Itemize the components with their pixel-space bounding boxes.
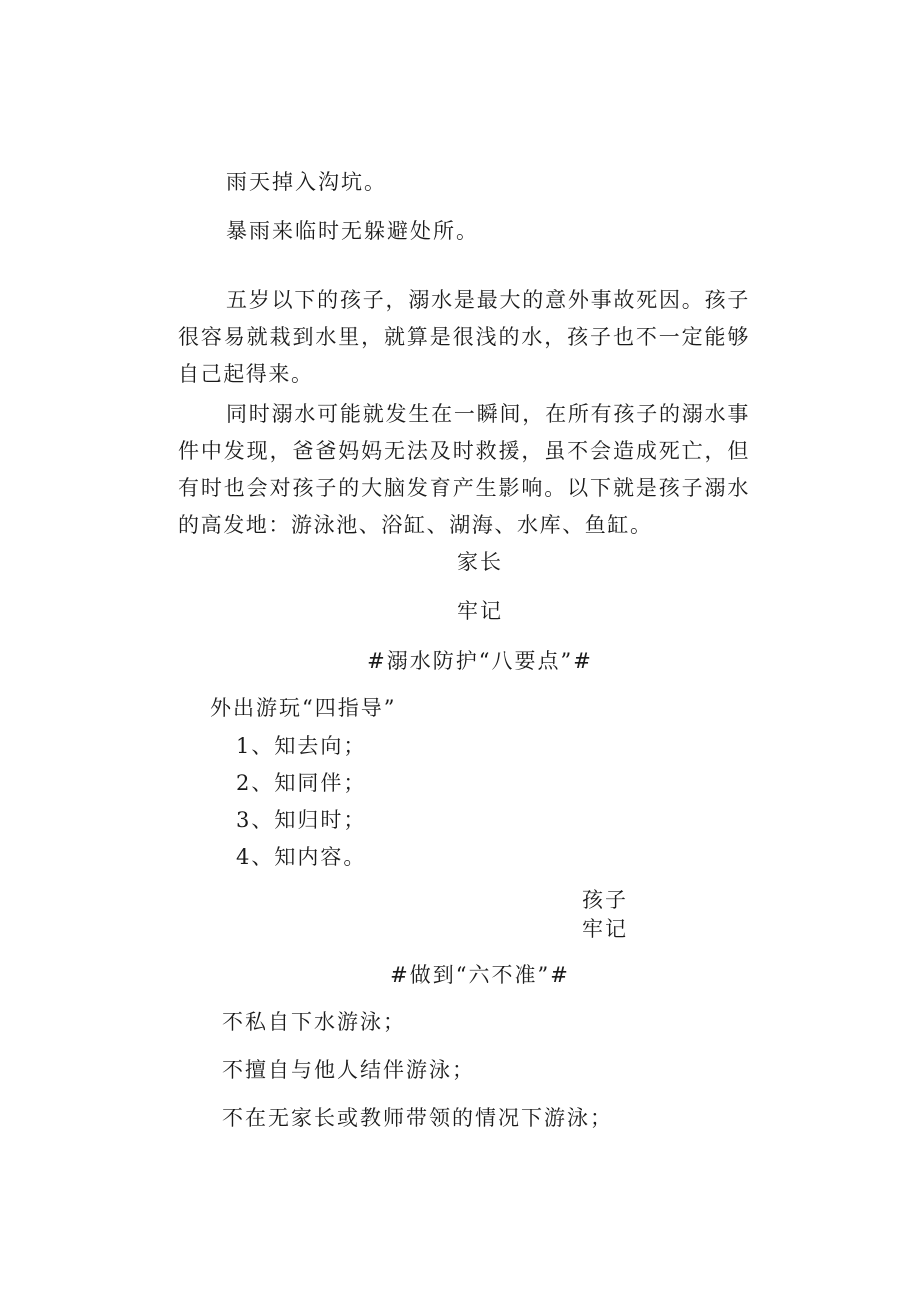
children-label-line2: 牢记 bbox=[582, 917, 628, 941]
children-heading: #做到“六不准”# bbox=[390, 963, 570, 987]
parents-item: 2、知同伴； bbox=[236, 771, 367, 795]
parents-item: 4、知内容。 bbox=[236, 845, 367, 869]
parents-label-line2: 牢记 bbox=[457, 599, 503, 623]
parents-item: 3、知归时； bbox=[236, 808, 367, 832]
children-rule: 不擅自与他人结伴游泳； bbox=[222, 1058, 475, 1082]
children-rule: 不私自下水游泳； bbox=[222, 1010, 406, 1034]
children-label-line1: 孩子 bbox=[582, 888, 628, 912]
children-rule: 不在无家长或教师带领的情况下游泳； bbox=[222, 1106, 613, 1130]
parents-item: 1、知去向； bbox=[236, 734, 367, 758]
paragraph-drowning-locations: 同时溺水可能就发生在一瞬间，在所有孩子的溺水事件中发现，爸爸妈妈无法及时救援，虽不会造成死亡，但有时也会对孩子的大脑发育产生影响。以下就是孩子溺水的高发地：游泳池、浴缸、湖海、水库、鱼缸。 bbox=[178, 402, 750, 537]
fragment-storm-shelter: 暴雨来临时无躲避处所。 bbox=[226, 219, 479, 243]
parents-heading: #溺水防护“八要点”# bbox=[367, 649, 593, 673]
parents-label-line1: 家长 bbox=[457, 550, 503, 574]
paragraph-drowning-cause: 五岁以下的孩子，溺水是最大的意外事故死因。孩子很容易就栽到水里，就算是很浅的水，孩子也不一定能够自己起得来。 bbox=[178, 288, 750, 386]
parents-subheading: 外出游玩“四指导” bbox=[210, 696, 397, 720]
fragment-rain-ditch: 雨天掉入沟坑。 bbox=[226, 170, 387, 194]
